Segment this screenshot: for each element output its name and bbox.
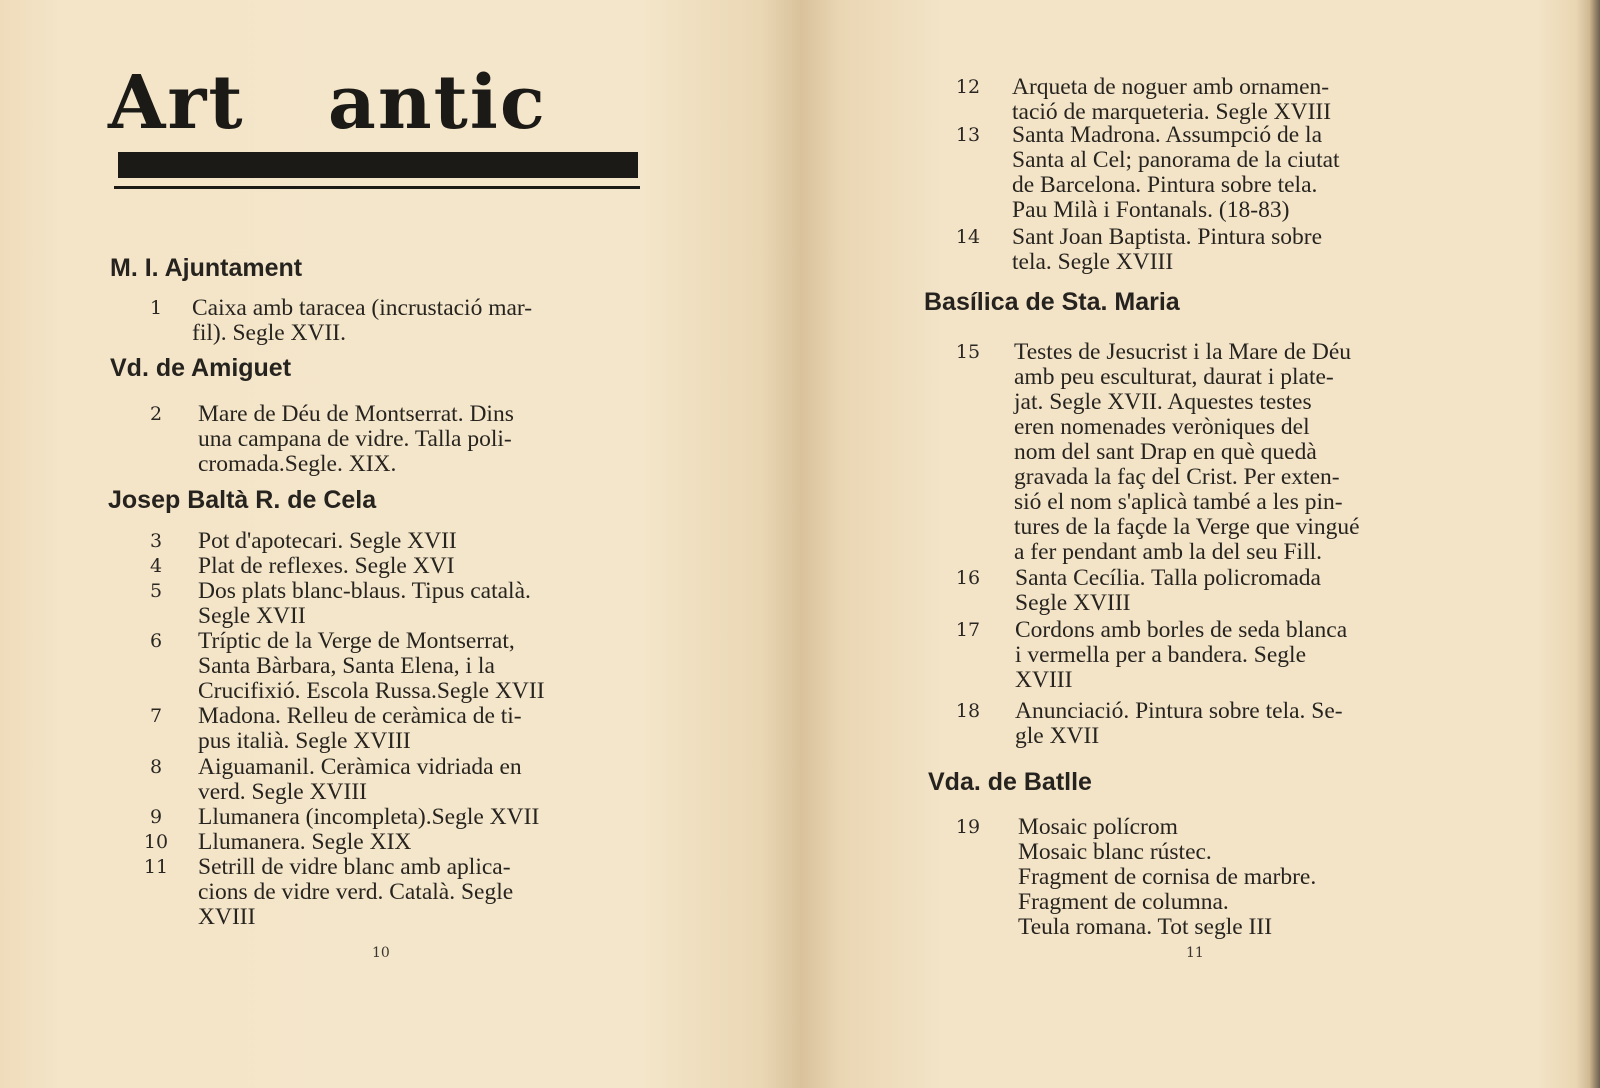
entry-line: Segle XVII (198, 603, 306, 629)
entry-line: a fer pendant amb la del seu Fill. (1014, 539, 1323, 565)
entry-number: 16 (955, 567, 981, 589)
entry-number: 7 (149, 705, 163, 727)
page-title: Art antic (108, 60, 547, 146)
entry-line: sió el nom s'aplicà també a les pin- (1014, 489, 1343, 515)
entry-text (1015, 618, 1447, 693)
entry-text (198, 402, 635, 477)
entry-line: Mosaic polícrom (1018, 814, 1178, 840)
entry-line: de Barcelona. Pintura sobre tela. (1012, 172, 1318, 198)
entry-line: Aiguamanil. Ceràmica vidriada en (198, 754, 522, 780)
entry-text (1015, 566, 1447, 616)
entry-line: Madona. Relleu de ceràmica de ti- (198, 703, 522, 729)
entry-line: Pot d'apotecari. Segle XVII (198, 528, 457, 554)
entry-number: 6 (149, 630, 163, 652)
entry-text (1015, 699, 1447, 749)
entry-number: 12 (955, 76, 981, 98)
entry-number: 19 (955, 816, 981, 838)
entry-line: nom del sant Drap en què quedà (1014, 439, 1317, 465)
entry-line: eren nomenades veròniques del (1014, 414, 1310, 440)
entry-line: jat. Segle XVII. Aquestes testes (1014, 389, 1312, 415)
entry-line: Sant Joan Baptista. Pintura sobre (1012, 224, 1323, 250)
entry-line: Plat de reflexes. Segle XVI (198, 553, 455, 579)
entry-text (198, 704, 635, 754)
section-heading-balta: Josep Baltà R. de Cela (108, 486, 377, 514)
entry-line: amb peu esculturat, daurat i plate- (1014, 364, 1334, 390)
entry-line: Santa Bàrbara, Santa Elena, i la (198, 653, 495, 679)
entry-line: Santa Madrona. Assumpció de la (1012, 122, 1323, 148)
entry-number: 14 (955, 226, 981, 248)
entry-text (198, 554, 635, 579)
page-number-left: 10 (372, 945, 390, 961)
entry-text (198, 579, 635, 629)
entry-number: 2 (149, 403, 163, 425)
entry-line: Crucifixió. Escola Russa.Segle XVII (198, 678, 545, 704)
entry-number: 9 (149, 806, 163, 828)
entry-line: Anunciació. Pintura sobre tela. Se- (1015, 698, 1343, 724)
title-underline-rule (114, 186, 640, 189)
entry-line: verd. Segle XVIII (198, 779, 368, 805)
entry-line: Fragment de cornisa de marbre. (1018, 864, 1317, 890)
entry-number: 5 (149, 580, 163, 602)
entry-text (192, 296, 635, 346)
entry-line: cions de vidre verd. Català. Segle (198, 879, 514, 905)
entry-line: gle XVII (1015, 723, 1100, 749)
entry-line: Fragment de columna. (1018, 889, 1229, 915)
entry-line: Setrill de vidre blanc amb aplica- (198, 854, 511, 880)
entry-line: Tríptic de la Verge de Montserrat, (198, 628, 515, 654)
entry-line: pus italià. Segle XVIII (198, 728, 411, 754)
section-heading-ajuntament: M. I. Ajuntament (110, 254, 303, 282)
entry-text (1018, 815, 1447, 940)
entry-text (198, 629, 635, 704)
entry-line: Testes de Jesucrist i la Mare de Déu (1014, 339, 1352, 365)
entry-text (198, 755, 635, 805)
entry-number: 11 (143, 856, 169, 878)
entry-text (1012, 225, 1447, 275)
entry-line: tures de la façde la Verge que vingué (1014, 514, 1360, 540)
entry-line: cromada.Segle. XIX. (198, 451, 397, 477)
entry-line: Dos plats blanc-blaus. Tipus català. (198, 578, 531, 604)
entry-line: Teula romana. Tot segle III (1018, 914, 1273, 940)
entry-line: Segle XVIII (1015, 590, 1131, 616)
entry-number: 3 (149, 530, 163, 552)
section-heading-amiguet: Vd. de Amiguet (110, 354, 292, 382)
entry-line: Llumanera (incompleta).Segle XVII (198, 804, 540, 830)
entry-number: 1 (149, 297, 163, 319)
section-heading-basilica: Basílica de Sta. Maria (924, 288, 1180, 316)
entry-line: Cordons amb borles de seda blanca (1015, 617, 1348, 643)
entry-line: XVIII (1015, 667, 1073, 693)
entry-line: una campana de vidre. Talla poli- (198, 426, 512, 452)
entry-line: tela. Segle XVIII (1012, 249, 1174, 275)
entry-line: gravada la faç del Crist. Per exten- (1014, 464, 1340, 490)
entry-line: XVIII (198, 904, 256, 930)
entry-text (198, 830, 635, 855)
book-edge-shadow (1590, 0, 1600, 1088)
entry-line: Llumanera. Segle XIX (198, 829, 412, 855)
entry-text (198, 855, 635, 930)
entry-line: Mosaic blanc rústec. (1018, 839, 1212, 865)
entry-line: Arqueta de noguer amb ornamen- (1012, 74, 1330, 100)
right-page (800, 0, 1600, 1088)
entry-line: tació de marqueteria. Segle XVIII (1012, 99, 1332, 125)
entry-number: 15 (955, 341, 981, 363)
entry-line: fil). Segle XVII. (192, 320, 347, 346)
entry-text (1012, 123, 1447, 223)
title-underline-bar (118, 152, 638, 178)
entry-text (1012, 75, 1447, 125)
entry-number: 4 (149, 555, 163, 577)
entry-line: Santa Cecília. Talla policromada (1015, 565, 1321, 591)
entry-line: i vermella per a bandera. Segle (1015, 642, 1306, 668)
entry-line: Caixa amb taracea (incrustació mar- (192, 295, 533, 321)
entry-number: 8 (149, 756, 163, 778)
entry-number: 17 (955, 619, 981, 641)
entry-number: 10 (143, 831, 169, 853)
entry-line: Mare de Déu de Montserrat. Dins (198, 401, 514, 427)
entry-line: Pau Milà i Fontanals. (18-83) (1012, 197, 1290, 223)
section-heading-batlle: Vda. de Batlle (928, 768, 1092, 796)
entry-number: 18 (955, 700, 981, 722)
page-number-right: 11 (1186, 945, 1204, 961)
entry-line: Santa al Cel; panorama de la ciutat (1012, 147, 1340, 173)
entry-text (1014, 340, 1447, 565)
entry-text (198, 529, 635, 554)
entry-text (198, 805, 635, 830)
entry-number: 13 (955, 124, 981, 146)
